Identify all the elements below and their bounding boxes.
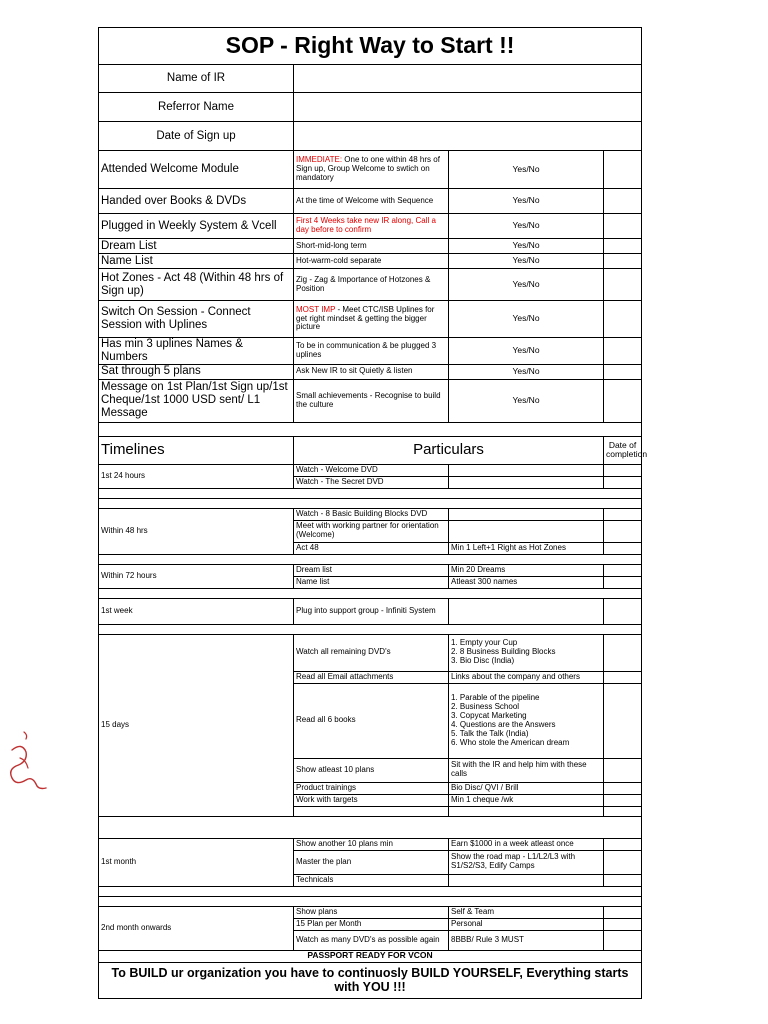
timeline-detail: Min 20 Dreams xyxy=(449,564,604,576)
checklist-task: Name List xyxy=(99,254,294,269)
checklist-note: Small achievements - Recognise to build the culture xyxy=(294,379,449,422)
timeline-detail: 8BBB/ Rule 3 MUST xyxy=(449,930,604,950)
timeline-detail xyxy=(449,598,604,624)
checklist-task: Switch On Session - Connect Session with Uplines xyxy=(99,301,294,338)
date-cell[interactable] xyxy=(604,464,642,476)
date-cell[interactable] xyxy=(604,598,642,624)
timeline-detail: Links about the company and others xyxy=(449,671,604,683)
handwritten-signature xyxy=(6,728,56,790)
checklist-note: Zig - Zag & Importance of Hotzones & Position xyxy=(294,269,449,301)
date-cell[interactable] xyxy=(604,683,642,758)
timelines-header: Timelines xyxy=(99,436,294,464)
timeline-detail: Atleast 300 names xyxy=(449,576,604,588)
checklist-note-text: - Meet CTC/ISB Uplines for get right mindset & getting the bigger picture xyxy=(296,304,435,332)
spacer-row xyxy=(99,554,642,564)
timeline-task: Watch as many DVD's as possible again xyxy=(294,930,449,950)
timeline-task: Dream list xyxy=(294,564,449,576)
timeline-task: Watch - The Secret DVD xyxy=(294,476,449,488)
date-cell[interactable] xyxy=(604,476,642,488)
date-cell[interactable] xyxy=(604,850,642,874)
checklist-note-text: One to one within 48 hrs of Sign up, Group Welcome to swtich on mandatory xyxy=(296,155,440,182)
detail-line: 2. 8 Business Building Blocks xyxy=(451,647,556,657)
timeline-detail xyxy=(449,464,604,476)
date-cell[interactable] xyxy=(604,906,642,918)
timeline-detail: Bio Disc/ QVI / Brill xyxy=(449,782,604,794)
date-cell[interactable] xyxy=(604,576,642,588)
checklist-spacer xyxy=(604,269,642,301)
timeline-label: Within 48 hrs xyxy=(99,508,294,554)
checklist-highlight: First 4 Weeks take new IR along, Call a day before to confirm xyxy=(294,214,449,239)
particulars-header: Particulars xyxy=(294,436,604,464)
timeline-task: Show atleast 10 plans xyxy=(294,758,449,782)
timeline-label: 1st 24 hours xyxy=(99,464,294,488)
timeline-task xyxy=(294,806,449,816)
detail-line: 2. Business School xyxy=(451,701,520,711)
spacer-row xyxy=(99,422,642,436)
footer-message: To BUILD ur organization you have to continuosly BUILD YOURSELF, Everything starts with YOU !!! xyxy=(99,962,642,998)
checklist-spacer xyxy=(604,338,642,365)
detail-line: 6. Who stole the American dream xyxy=(451,737,570,747)
timeline-task: Product trainings xyxy=(294,782,449,794)
timeline-detail xyxy=(449,683,604,758)
checklist-status[interactable]: Yes/No xyxy=(449,379,604,422)
spacer-row xyxy=(99,488,642,498)
checklist-task: Sat through 5 plans xyxy=(99,364,294,379)
checklist-highlight: IMMEDIATE: xyxy=(296,155,343,165)
referror-name-label: Referror Name xyxy=(99,93,294,122)
timeline-task: Technicals xyxy=(294,874,449,886)
date-cell[interactable] xyxy=(604,542,642,554)
date-cell[interactable] xyxy=(604,564,642,576)
timeline-detail: Sit with the IR and help him with these calls xyxy=(449,758,604,782)
name-of-ir-label: Name of IR xyxy=(99,65,294,93)
timeline-detail xyxy=(449,476,604,488)
checklist-task: Handed over Books & DVDs xyxy=(99,189,294,214)
passport-banner: PASSPORT READY FOR VCON xyxy=(99,950,642,962)
timeline-detail: Min 1 Left+1 Right as Hot Zones xyxy=(449,542,604,554)
timeline-label: 15 days xyxy=(99,634,294,816)
timeline-detail: Earn $1000 in a week atleast once xyxy=(449,838,604,850)
timeline-task: Watch - Welcome DVD xyxy=(294,464,449,476)
date-cell[interactable] xyxy=(604,930,642,950)
spacer-row xyxy=(99,886,642,896)
checklist-status[interactable]: Yes/No xyxy=(449,301,604,338)
timeline-detail: Personal xyxy=(449,918,604,930)
checklist-task: Dream List xyxy=(99,239,294,254)
checklist-spacer xyxy=(604,214,642,239)
date-cell[interactable] xyxy=(604,874,642,886)
date-cell[interactable] xyxy=(604,794,642,806)
checklist-note xyxy=(294,301,449,338)
date-of-completion-header: Date of completion xyxy=(604,436,642,464)
timeline-task: 15 Plan per Month xyxy=(294,918,449,930)
detail-line: 1. Parable of the pipeline xyxy=(451,692,540,702)
timeline-task: Act 48 xyxy=(294,542,449,554)
checklist-spacer xyxy=(604,379,642,422)
page-title: SOP - Right Way to Start !! xyxy=(99,28,642,65)
spacer-row xyxy=(99,624,642,634)
timeline-detail xyxy=(449,520,604,542)
date-cell[interactable] xyxy=(604,838,642,850)
timeline-detail xyxy=(449,874,604,886)
timeline-task: Show another 10 plans min xyxy=(294,838,449,850)
checklist-task: Message on 1st Plan/1st Sign up/1st Cheque/1st 1000 USD sent/ L1 Message xyxy=(99,379,294,422)
spacer-row xyxy=(99,896,642,906)
checklist-spacer xyxy=(604,189,642,214)
date-cell[interactable] xyxy=(604,806,642,816)
date-cell[interactable] xyxy=(604,671,642,683)
date-of-signup-label: Date of Sign up xyxy=(99,122,294,151)
checklist-task: Has min 3 uplines Names & Numbers xyxy=(99,338,294,365)
checklist-status[interactable]: Yes/No xyxy=(449,269,604,301)
checklist-note: At the time of Welcome with Sequence xyxy=(294,189,449,214)
timeline-task: Read all 6 books xyxy=(294,683,449,758)
spacer-row xyxy=(99,588,642,598)
checklist-status[interactable]: Yes/No xyxy=(449,189,604,214)
checklist-status[interactable]: Yes/No xyxy=(449,239,604,254)
checklist-spacer xyxy=(604,301,642,338)
checklist-spacer xyxy=(604,364,642,379)
checklist-spacer xyxy=(604,151,642,189)
sop-sheet xyxy=(98,27,648,999)
timeline-task: Plug into support group - Infiniti System xyxy=(294,598,449,624)
checklist-task: Hot Zones - Act 48 (Within 48 hrs of Sign up) xyxy=(99,269,294,301)
name-of-ir-field[interactable] xyxy=(294,65,642,93)
detail-line: 4. Questions are the Answers xyxy=(451,719,556,729)
checklist-note: Ask New IR to sit Quietly & listen xyxy=(294,364,449,379)
date-cell[interactable] xyxy=(604,634,642,671)
timeline-task: Meet with working partner for orientation (Welcome) xyxy=(294,520,449,542)
timeline-task: Read all Email attachments xyxy=(294,671,449,683)
timeline-task: Show plans xyxy=(294,906,449,918)
detail-line: 3. Bio Disc (India) xyxy=(451,656,515,666)
checklist-note: Hot-warm-cold separate xyxy=(294,254,449,269)
checklist-note: To be in communication & be plugged 3 uplines xyxy=(294,338,449,365)
checklist-highlight: MOST IMP xyxy=(296,304,336,314)
date-of-signup-field[interactable] xyxy=(294,122,642,151)
timeline-task: Master the plan xyxy=(294,850,449,874)
timeline-detail xyxy=(449,508,604,520)
timeline-label: 2nd month onwards xyxy=(99,906,294,950)
spacer-row xyxy=(99,816,642,838)
referror-name-field[interactable] xyxy=(294,93,642,122)
timeline-detail: Self & Team xyxy=(449,906,604,918)
timeline-detail: Min 1 cheque /wk xyxy=(449,794,604,806)
timeline-detail xyxy=(449,634,604,671)
checklist-note xyxy=(294,151,449,189)
timeline-task: Watch - 8 Basic Building Blocks DVD xyxy=(294,508,449,520)
timeline-label: 1st week xyxy=(99,598,294,624)
spacer-row xyxy=(99,498,642,508)
timeline-task: Name list xyxy=(294,576,449,588)
detail-line: 1. Empty your Cup xyxy=(451,638,518,648)
date-cell[interactable] xyxy=(604,508,642,520)
checklist-status[interactable]: Yes/No xyxy=(449,254,604,269)
checklist-task: Plugged in Weekly System & Vcell xyxy=(99,214,294,239)
checklist-status[interactable]: Yes/No xyxy=(449,338,604,365)
timeline-detail: Show the road map - L1/L2/L3 with S1/S2/S3, Edify Camps xyxy=(449,850,604,874)
checklist-spacer xyxy=(604,239,642,254)
checklist-status[interactable]: Yes/No xyxy=(449,151,604,189)
checklist-spacer xyxy=(604,254,642,269)
date-cell[interactable] xyxy=(604,782,642,794)
timeline-label: Within 72 hours xyxy=(99,564,294,588)
detail-line: 3. Copycat Marketing xyxy=(451,710,527,720)
timeline-label: 1st month xyxy=(99,838,294,886)
date-cell[interactable] xyxy=(604,918,642,930)
checklist-status[interactable]: Yes/No xyxy=(449,364,604,379)
checklist-status[interactable]: Yes/No xyxy=(449,214,604,239)
timeline-task: Watch all remaining DVD's xyxy=(294,634,449,671)
checklist-note: Short-mid-long term xyxy=(294,239,449,254)
timeline-task: Work with targets xyxy=(294,794,449,806)
detail-line: 5. Talk the Talk (India) xyxy=(451,728,529,738)
date-cell[interactable] xyxy=(604,520,642,542)
checklist-task: Attended Welcome Module xyxy=(99,151,294,189)
date-cell[interactable] xyxy=(604,758,642,782)
timeline-detail xyxy=(449,806,604,816)
